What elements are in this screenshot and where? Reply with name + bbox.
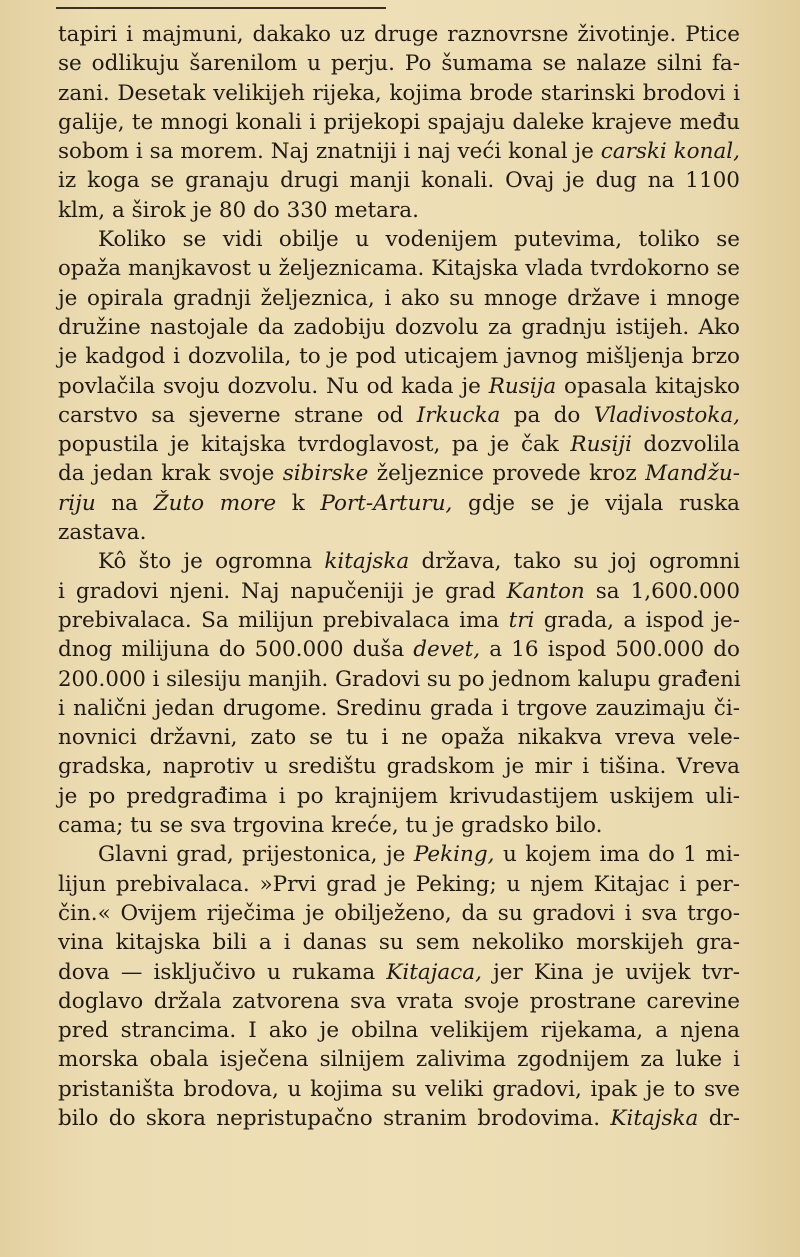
text-run: tapiri i majmuni, dakako uz druge raznovrsne životinje. Ptice <box>58 22 740 47</box>
italic-term: Rusiji <box>570 432 632 458</box>
text-run: dnog milijuna do 500.000 duša <box>58 637 414 663</box>
text-line <box>58 342 740 371</box>
text-run: dova — isključivo u rukama <box>58 959 387 985</box>
text-line <box>58 108 740 137</box>
text-run: je opirala gradnji željeznica, i ako su mnoge države i mnoge <box>58 285 740 311</box>
text-line <box>58 694 740 723</box>
text-run: carstvo sa sjeverne strane od <box>58 402 417 428</box>
text-line <box>58 401 740 430</box>
text-run: zani. Desetak velikijeh rijeka, kojima brode starinski brodovi i <box>58 80 740 106</box>
text-run: klm, a širok je 80 do 330 metara. <box>58 197 419 223</box>
text-run: je po predgrađima i po krajnijem krivudastijem uskijem uli- <box>58 783 740 809</box>
text-line <box>58 372 740 401</box>
italic-term: Irkucka <box>416 402 501 428</box>
text-line <box>58 928 740 957</box>
text-line <box>58 752 740 781</box>
text-run: doglavo držala zatvorena sva vrata svoje prostrane carevine <box>58 988 740 1014</box>
header-rule <box>56 7 386 9</box>
italic-term: Kanton <box>506 578 585 604</box>
text-run: željeznice provede kroz <box>368 461 646 487</box>
italic-term: Žuto more <box>153 490 277 516</box>
text-run: sobom i sa morem. Naj znatniji i naj veći konal je <box>58 139 601 165</box>
text-line <box>58 870 740 899</box>
text-run: dozvolila <box>631 432 740 458</box>
text-run: zastava. <box>58 520 147 546</box>
italic-term: riju <box>58 490 96 516</box>
italic-term: kitajska <box>324 549 410 575</box>
text-run: gradska, naprotiv u središtu gradskom je mir i tišina. Vreva <box>58 754 740 780</box>
text-run: se odlikuju šarenilom u perju. Po šumama se nalaze silni fa- <box>58 51 740 77</box>
text-run: i gradovi njeni. Naj napučeniji je grad <box>58 578 507 604</box>
text-line <box>58 723 740 752</box>
text-run: k <box>276 490 321 516</box>
text-run: cama; tu se sva trgovina kreće, tu je gradsko bilo. <box>58 813 603 839</box>
text-line <box>58 430 740 459</box>
text-run: da jedan krak svoje <box>58 461 283 487</box>
text-run: povlačila svoju dozvolu. Nu od kada je <box>58 373 489 399</box>
text-run: i nalični jedan drugome. Sredinu grada i trgove zauzimaju či- <box>58 695 740 721</box>
text-line <box>58 284 740 313</box>
text-line <box>58 225 740 254</box>
text-run: grada, a ispod je- <box>534 607 740 633</box>
italic-term: Rusija <box>488 373 557 399</box>
text-line <box>58 1104 740 1133</box>
text-run: opaža manjkavost u željeznicama. Kitajska vlada tvrdokorno se <box>58 256 740 282</box>
text-line <box>58 606 740 635</box>
text-run: pristaništa brodova, u kojima su veliki gradovi, ipak je to sve <box>58 1076 740 1102</box>
text-run: galije, te mnogi konali i prijekopi spajaju daleke krajeve među <box>58 109 740 135</box>
text-line <box>58 489 740 518</box>
text-run: dr- <box>698 1105 741 1131</box>
text-line <box>58 518 740 547</box>
text-line <box>58 782 740 811</box>
text-run: Kô što je ogromna <box>98 549 325 575</box>
text-run: gdje se je vijala ruska <box>452 490 740 516</box>
text-run: pa do <box>500 402 594 428</box>
text-run: bilo do skora nepristupačno stranim brodovima. <box>58 1105 611 1131</box>
text-line <box>58 958 740 987</box>
text-run: a 16 ispod 500.000 do <box>480 637 741 663</box>
text-run: u kojem ima do 1 mi- <box>494 842 740 868</box>
text-run: iz koga se granaju drugi manji konali. Ovaj je dug na 1100 <box>58 168 740 194</box>
text-run: čin.« Ovijem riječima je obilježeno, da su gradovi i sva trgo- <box>58 900 740 926</box>
text-line <box>58 665 740 694</box>
italic-term: Mandžu- <box>645 461 740 487</box>
italic-term: carski konal, <box>600 139 741 165</box>
paragraph <box>58 547 740 840</box>
italic-term: tri <box>508 607 535 633</box>
paragraph <box>58 20 740 225</box>
text-run: vina kitajska bili a i danas su sem nekoliko morskijeh gra- <box>58 930 740 956</box>
text-run: prebivalaca. Sa milijun prebivalaca ima <box>58 607 509 633</box>
text-run: država, tako su joj ogromni <box>409 549 740 575</box>
text-line <box>58 313 740 342</box>
text-line <box>58 987 740 1016</box>
paragraph <box>58 225 740 547</box>
italic-term: Kitajska <box>610 1105 699 1131</box>
text-line <box>58 635 740 664</box>
text-line <box>58 577 740 606</box>
text-run: popustila je kitajska tvrdoglavost, pa je čak <box>58 432 571 458</box>
text-line <box>58 840 740 869</box>
italic-term: Port-Arturu, <box>320 490 453 516</box>
text-run: morska obala isječena silnijem zalivima zgodnijem za luke i <box>58 1047 740 1073</box>
text-line <box>58 1045 740 1074</box>
text-run: lijun prebivalaca. »Prvi grad je Peking; u njem Kitajac i per- <box>58 871 740 897</box>
italic-term: Vladivostoka, <box>593 402 740 428</box>
italic-term: Peking, <box>413 842 495 868</box>
text-line <box>58 1016 740 1045</box>
text-run: je kadgod i dozvolila, to je pod uticajem javnog mišljenja brzo <box>58 344 740 370</box>
italic-term: sibirske <box>282 461 369 487</box>
text-line <box>58 1075 740 1104</box>
text-run: družine nastojale da zadobiju dozvolu za gradnju istijeh. Ako <box>58 314 740 340</box>
text-run: Glavni grad, prijestonica, je <box>98 842 414 868</box>
text-line <box>58 20 740 49</box>
italic-term: Kitajaca, <box>386 959 482 985</box>
italic-term: devet, <box>413 637 481 663</box>
text-line <box>58 811 740 840</box>
text-line <box>58 49 740 78</box>
body-text <box>58 20 740 1133</box>
text-run: pred strancima. I ako je obilna velikijem rijekama, a njena <box>58 1018 740 1044</box>
text-run: na <box>95 490 154 516</box>
text-line <box>58 196 740 225</box>
text-run: Koliko se vidi obilje u vodenijem putevima, toliko se <box>98 227 740 253</box>
text-line <box>58 459 740 488</box>
text-line <box>58 254 740 283</box>
text-run: opasala kitajsko <box>556 373 740 399</box>
text-line <box>58 137 740 166</box>
text-run: novnici državni, zato se tu i ne opaža nikakva vreva vele- <box>58 725 740 751</box>
text-run: sa 1,600.000 <box>584 578 740 604</box>
text-line <box>58 166 740 195</box>
text-line <box>58 547 740 576</box>
paragraph <box>58 840 740 1133</box>
text-line <box>58 899 740 928</box>
text-line <box>58 79 740 108</box>
text-run: 200.000 i silesiju manjih. Gradovi su po jednom kalupu građeni <box>58 666 741 692</box>
text-run: jer Kina je uvijek tvr- <box>481 959 741 985</box>
